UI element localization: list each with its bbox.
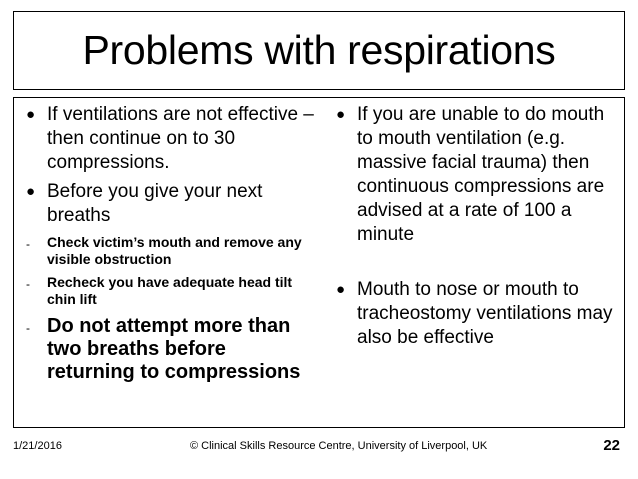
right-column (336, 103, 618, 350)
bullet-item (26, 103, 318, 175)
title-box (13, 11, 625, 90)
bullet-icon: ● (336, 281, 346, 298)
dash-marker: - (26, 277, 30, 291)
footer-credit: © Clinical Skills Resource Centre, University of Liverpool, UK (190, 440, 488, 452)
bullet-item (336, 278, 618, 350)
bullet-icon: ● (26, 106, 36, 123)
left-column (26, 103, 318, 384)
bullet-icon: ● (26, 183, 36, 200)
dash-marker: - (26, 237, 30, 251)
sub-item-text: Recheck you have adequate head tilt chin lift (47, 274, 293, 307)
sub-item-text: Check victim’s mouth and remove any visible obstruction (47, 234, 302, 267)
slide-title: Problems with respirations (82, 27, 556, 73)
sub-item (26, 234, 318, 268)
footer-date: 1/21/2016 (13, 440, 62, 452)
page-number: 22 (603, 437, 620, 454)
dash-marker: - (26, 321, 30, 335)
bullet-text: Before you give your next breaths (47, 181, 263, 226)
sub-item-emphasis (26, 315, 318, 384)
bullet-icon: ● (336, 106, 346, 123)
bullet-text: If you are unable to do mouth to mouth ventilation (e.g. massive facial trauma) then continuous compressions are advised at a rate of 100 a minute (357, 104, 605, 245)
sub-item-text: Do not attempt more than two breaths before returning to compressions (47, 315, 301, 383)
bullet-text: Mouth to nose or mouth to tracheostomy ventilations may also be effective (357, 279, 613, 348)
content-box (13, 97, 625, 428)
bullet-item (336, 103, 618, 247)
bullet-item (26, 180, 318, 228)
bullet-text: If ventilations are not effective – then continue on to 30 compressions. (47, 104, 314, 173)
sub-item (26, 274, 318, 308)
